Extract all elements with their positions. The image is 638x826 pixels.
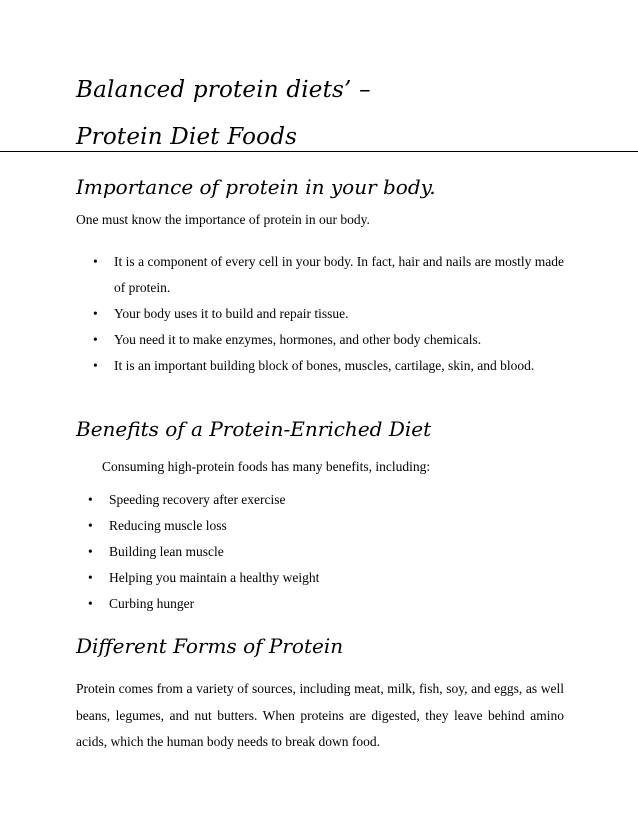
section-heading-forms: Different Forms of Protein [76, 634, 344, 658]
list-item-text: Curbing hunger [109, 596, 195, 611]
list-item-text: It is a component of every cell in your body. In fact, hair and nails are mostly made of protein. [114, 254, 564, 295]
list-item-text: Speeding recovery after exercise [109, 492, 286, 507]
bullet-icon: • [93, 254, 98, 269]
bullet-icon: • [93, 306, 98, 321]
list-item [88, 565, 488, 591]
list-item-text: It is an important building block of bones, muscles, cartilage, skin, and blood. [114, 358, 535, 373]
list-item-text: Reducing muscle loss [109, 518, 227, 533]
title-divider [0, 151, 638, 152]
list-item [88, 487, 488, 513]
section-heading-benefits: Benefits of a Protein-Enriched Diet [76, 417, 432, 441]
bullet-icon: • [88, 518, 93, 533]
importance-bullet-list [93, 249, 564, 379]
section-intro-benefits: Consuming high-protein foods has many benefits, including: [102, 459, 431, 474]
list-item [88, 539, 488, 565]
bullet-icon: • [93, 332, 98, 347]
list-item-text: Helping you maintain a healthy weight [109, 570, 320, 585]
list-item [93, 249, 564, 301]
list-item-text: You need it to make enzymes, hormones, and other body chemicals. [114, 332, 482, 347]
section-intro-importance: One must know the importance of protein in our body. [76, 212, 370, 227]
bullet-icon: • [93, 358, 98, 373]
document-title-line-2: Protein Diet Foods [76, 124, 298, 150]
list-item [93, 353, 564, 379]
bullet-icon: • [88, 596, 93, 611]
bullet-icon: • [88, 492, 93, 507]
list-item-text: Your body uses it to build and repair tissue. [114, 306, 349, 321]
list-item [93, 301, 564, 327]
bullet-icon: • [88, 570, 93, 585]
list-item-text: Building lean muscle [109, 544, 224, 559]
section-body-forms: Protein comes from a variety of sources, including meat, milk, fish, soy, and eggs, as well beans, legumes, and nut butters. When proteins are digested, they leave behind amino acids, which the human body needs to break down food. [76, 681, 564, 749]
list-item [88, 513, 488, 539]
bullet-icon: • [88, 544, 93, 559]
list-item [88, 591, 488, 617]
document-title-line-1: Balanced protein diets’ – [76, 77, 371, 103]
list-item [93, 327, 564, 353]
section-heading-importance: Importance of protein in your body. [76, 175, 436, 199]
benefits-bullet-list [88, 487, 488, 617]
